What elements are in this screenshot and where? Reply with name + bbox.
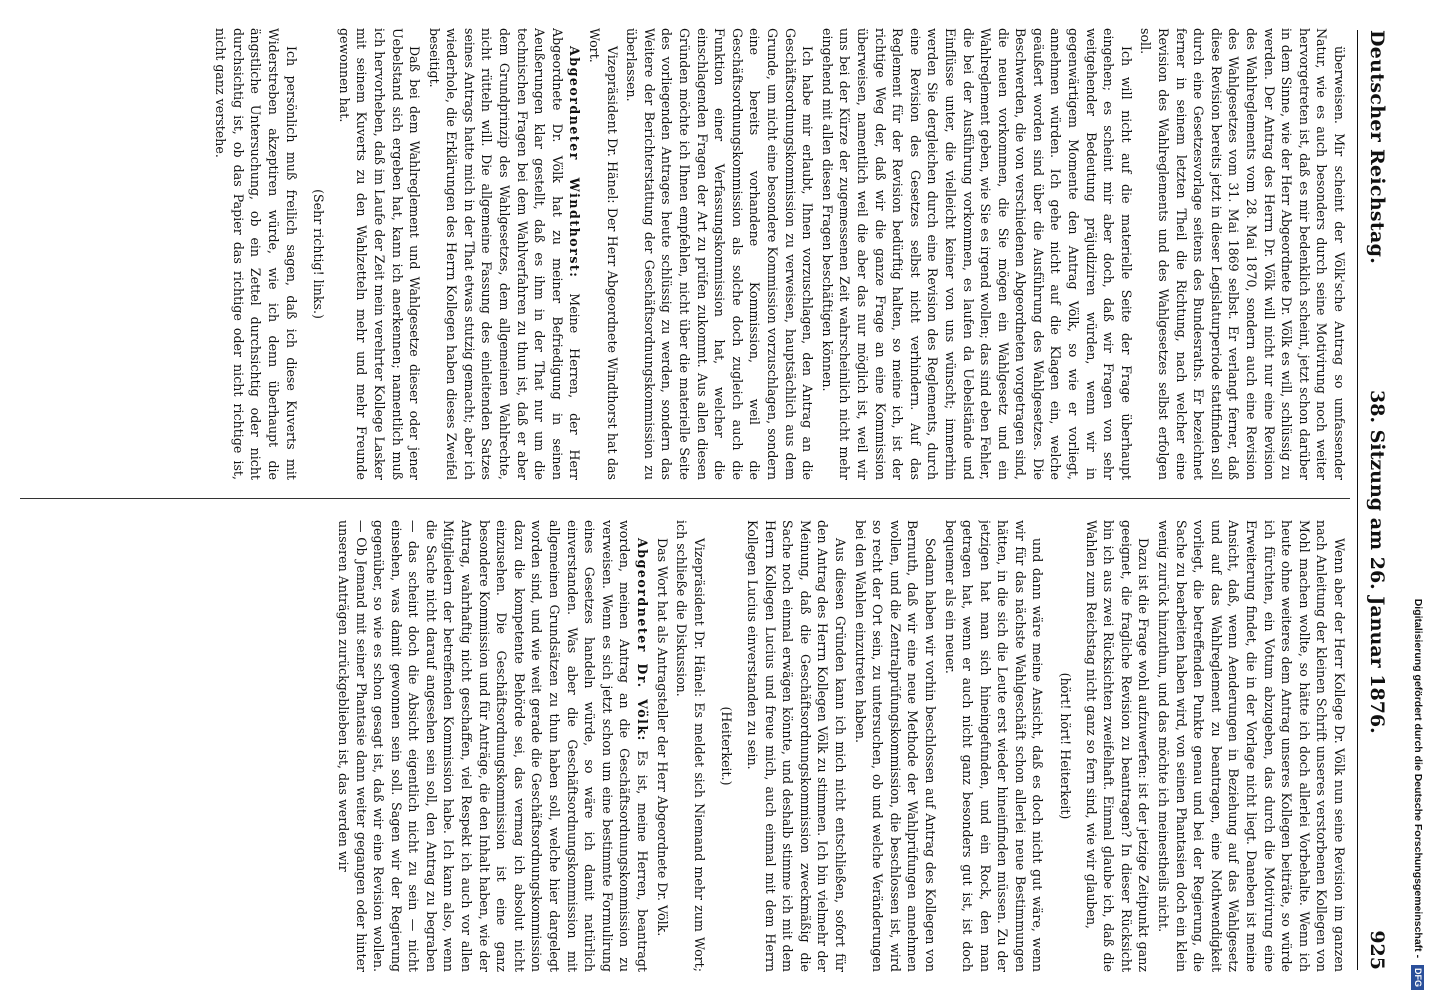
paragraph-text: Daß bei dem Wahlreglement und Wahlgesetze dieser oder jener Uebelstand sich ergeben hat, kann ich anerkennen; namentlich muß ich hervorheben, daß im Laufe der Zeit mein verehrter Kollege Lasker mit seinem Kuverts zu den Wahlzetteln mehr und mehr Freunde gewonnen hat. xyxy=(336,28,423,480)
speech-paragraph xyxy=(334,520,651,972)
left-text-column xyxy=(18,28,1348,480)
paragraph-text: (hört! hört! Heiterkeit) xyxy=(1058,672,1074,820)
paragraph-text: (Sehr richtig! links.) xyxy=(311,189,327,319)
paragraph-text: (Heiterkeit.) xyxy=(719,706,735,786)
paragraph xyxy=(673,520,708,972)
paragraph xyxy=(585,28,620,480)
paragraph-text: Vizepräsident Dr. Hänel: Es meldet sich Niemand mehr zum Wort; ich schließe die Diskussion. xyxy=(674,520,707,972)
paragraph-text: Wenn aber der Herr Kollege Dr. Völk nun seine Revision im ganzen nach Anleitung der kleinen Schrift unseres verstorbenen Kollegen von Mohl machen wollte, so hätte ich doch allerlei Vorbehalte. Wenn ich heute ohne weiteres dem Antrag unseres Kollegen beiträte, so würde ich fürchten, ein Votum abzugeben, das durch die Motivirung eine Erweiterung findet, die in der Vorlage nicht liegt. Daneben ist meine Ansicht, daß, wenn Aenderungen in Beziehung auf das Wahlgesetz und auf das Wahlreglement zu beantragen, eine Nothwendigkeit vorliegt, die betreffenden Punkte genau und bei der Regierung, die Sache zu bearbeiten haben wird, von seinen Phantasien doch ein klein wenig zurück hinzuthun, und das möchte ich meinestheils nicht. xyxy=(1156,520,1347,972)
paragraph-text: und dann wäre meine Ansicht, daß es doch nicht gut wäre, wenn wir für das nächste Wahlgeschäft schon allerlei neue Bestimmungen hätten, in die sich die Leute erst wieder hineinfinden müssen. Zu der jetzigen hat man sich hineingefunden, und ein Rock, den man getragen hat, wenn er auch nicht ganz besonders gut ist, ist doch bequemer als ein neuer. xyxy=(942,520,1046,972)
paragraph xyxy=(1137,28,1348,480)
header-publication: Deutscher Reichstag. xyxy=(1366,30,1388,265)
paragraph-text: Dazu ist die Frage wohl aufzuwerfen: ist der jetzige Zeitpunkt ganz geeignet, die fragliche Revision zu beantragen? In dieser Rücksicht bin ich aus zwei Rücksichten zweifelhaft. Einmal glaube ich, daß die Wahlen zum Reichstag nicht ganz so fern sind, wie wir glauben, xyxy=(1083,520,1152,972)
funding-sidebar xyxy=(1407,10,1429,990)
paragraph xyxy=(941,520,1047,972)
paragraph-text: Sodann haben wir vorhin beschlossen auf Antrag des Kollegen von Bernuth, daß wir eine neue Methode der Wahlprüfungen annehmen wollen, und die Zentralprüfungskommission, die beschlossen ist, wird so recht der Ort sein, zu untersuchen, ob und welche Veränderungen bei den Wahlen einzutreten haben. xyxy=(852,520,938,972)
paragraph-text: Aus diesen Gründen kann ich mich nicht entschließen, sofort für den Antrag des Herrn Kollegen Völk zu stimmen. Ich bin vielmehr der Meinung, daß die Geschäftsordnungskommission zweckmäßig die Sache noch einmal erwägen könnte, und deshalb stimme ich mit dem Herrn Kollegen Lucius und freue mich, auch einmal mit dem Herrn Kollegen Lucius einverstanden zu sein. xyxy=(745,520,848,972)
right-text-column xyxy=(18,520,1348,972)
paragraph-text: Meine Herren, der Herr Abgeordnete Dr. Völk hat zu meiner Befriedigung in seinen Aeußerungen klar gestellt, daß es ihm in der That nur um die technischen Fragen bei dem Wahlverfahren zu thun ist, daß er aber dem Grundprinzip des Wahlgesetzes, dem allgemeinen Wahlrechte, nicht rütteln will. Die allgemeine Fassung des einleitenden Satzes seines Antrags hatte mich in der That etwas stutzig gemacht; aber ich wiederhole, die Erklärungen des Herrn Kollegen haben dieses Zweifel beseitigt. xyxy=(426,28,583,480)
paragraph-text: Das Wort hat als Antragsteller der Herr Abgeordnete Dr. Völk. xyxy=(654,538,670,937)
paragraph xyxy=(653,520,671,972)
paragraph-text: Es ist, meine Herren, beantragt worden, meinen Antrag an die Geschäftsordnungskommission zu verweisen. Wenn es sich jetzt schon um eine bestimmte Formulirung eines Gesetzes handeln würde, so wäre ich damit natürlich einverstanden. Was aber die Geschäftsordnungskommission mit allgemeinen Grundsätzen zu thun haben soll, welche hier dargelegt worden sind, und wie weit gerade die Geschäftsordnungskommission dazu die kompetente Behörde sei, das vermag ich absolut nicht einzusehen. Die Geschäftsordnungskommission ist eine ganz besondere Kommission und für Anträge, die den Inhalt haben, wie der Antrag, wahrhaftig nicht geschaffen, viel Respekt ich auch vor allen Mitgliedern der betreffenden Kommission habe. Ich kann also, wenn die Sache nicht darauf angesehen sein soll, den Antrag zu begraben — das scheint doch die Absicht eigentlich nicht zu sein — nicht einsehen, was damit gewonnen sein soll. Sagen wir der Regierung gegenüber, so wie es schon gesagt ist, daß wir eine Revision wollen. — Ob Jemand mit seiner Phantasie dann weiter gegangen oder hinter unseren Anträgen zurückgeblieben ist, das werden wir xyxy=(335,520,651,972)
paragraph-text: Ich habe mir erlaubt, Ihnen vorzuschlagen, den Antrag an die Geschäftsordnungskommission zu verweisen, hauptsächlich aus dem Grunde, um nicht eine besondere Kommission vorzuschlagen, sondern eine bereits vorhandene Kommission, weil die Geschäftsordnungskommission als solche doch zugleich auch die Funktion einer Verfassungskommission hat, welcher die einschlagenden Fragen der Art zu prüfen zukommt. Aus allen diesen Gründen möchte ich Ihnen empfehlen, nicht über die materielle Seite des vorliegenden Antrages heute schlüssig zu werden, sondern das Weitere der Berichterstattung der Geschäftsordnungskommission zu überlassen. xyxy=(624,28,816,480)
interjection xyxy=(1057,520,1075,972)
speaker-name: Abgeordneter Dr. Völk: xyxy=(635,538,651,742)
paragraph-text: Vizepräsident Dr. Hänel: Der Herr Abgeordnete Windthorst hat das Wort. xyxy=(587,28,620,480)
page-number: 925 xyxy=(1366,930,1388,970)
speaker-name: Abgeordneter Windthorst: xyxy=(567,46,583,279)
page-header xyxy=(1357,30,1394,970)
interjection xyxy=(310,28,328,480)
paragraph-text: überweisen. Mir scheint der Völk'sche Antrag so umfassender Natur, wie es auch besonders durch seine Motivirung noch weiter hervorgetreten ist, daß es mir bedenklich scheint, jetzt schon darüber in dem Sinne, wie der Herr Abgeordnete Dr. Völk es will, schlüssig zu werden. Der Antrag des Herrn Dr. Völk will nicht nur eine Revision des Wahlreglements vom 28. Mai 1870, sondern auch eine Revision des Wahlgesetzes vom 31. Mai 1869 selbst. Er verlangt ferner, daß diese Revision bereits jetzt in dieser Legislaturperiode stattfinden soll durch eine Gesetzesvorlage seitens des Bundesraths. Er bezeichnet ferner in seinem letzten Theil die Richtung, nach welcher eine Revision des Wahlreglements und des Wahlgesetzes selbst erfolgen soll. xyxy=(1138,28,1347,480)
header-session: 38. Sitzung am 26. Januar 1876. xyxy=(1366,390,1388,734)
paragraph-text: Ich will nicht auf die materielle Seite der Frage überhaupt eingehen; es scheint mir aber doch, daß wir Fragen von sehr weitgehender Bedeutung präjudiziren würden, wenn wir in gegenwärtigem Momente den Antrag Völk, so wie er vorliegt, annehmen würden. Ich gehe nicht auf die Klagen ein, welche geäußert worden sind über die Ausführung des Wahlgesetzes. Die Beschwerden, die von verschiedenen Abgeordneten vorgetragen sind, die neuen vorkommen, die Sie mögen ein Wahlgesetz und ein Wahlreglement geben, wie Sie es irgend wollen; das sind eben Fehler, die bei der Ausführung vorkommen, es laufen da Uebelstände und Einflüsse unter, die vielleicht keiner von uns wünscht; immerhin werden Sie dergleichen durch eine Revision des Reglements, durch eine Revision des Gesetzes selbst nicht verhindern. Auf das Reglement für der Revision bedürftig halten, so meine ich, ist der richtige Weg der, daß wir die ganze Frage an eine Kommission überweisen, namentlich weil die aber das nur möglich ist, weil wir uns bei der Kürze der zugemessenen Zeit wahrscheinlich nicht mehr eingehend mit allen diesen Fragen beschäftigen können. xyxy=(819,28,1134,480)
interjection xyxy=(718,520,736,972)
paragraph xyxy=(818,28,1135,480)
speech-paragraph xyxy=(425,28,583,480)
paragraph xyxy=(335,28,423,480)
paragraph xyxy=(851,520,939,972)
column-divider xyxy=(20,498,1350,499)
paragraph xyxy=(1154,520,1348,972)
funding-text: Digitalisierung gefördert durch die Deutsche Forschungsgemeinschaft - xyxy=(1412,598,1424,959)
paragraph xyxy=(212,28,300,480)
funding-note xyxy=(1407,10,1429,990)
paragraph xyxy=(1082,520,1152,972)
paragraph xyxy=(623,28,817,480)
dfg-logo: DFG xyxy=(1411,965,1424,990)
paragraph xyxy=(743,520,849,972)
paragraph-text: Ich persönlich muß freilich sagen, daß ich diese Kuverts mit Widerstreben akzeptiren würde, wie ich denn überhaupt die ängstliche Untersuchung, ob ein Zettel durchsichtig oder nicht durchsichtig ist, ob das Papier das richtige oder nicht richtige ist, nicht ganz verstehe. xyxy=(213,28,299,480)
